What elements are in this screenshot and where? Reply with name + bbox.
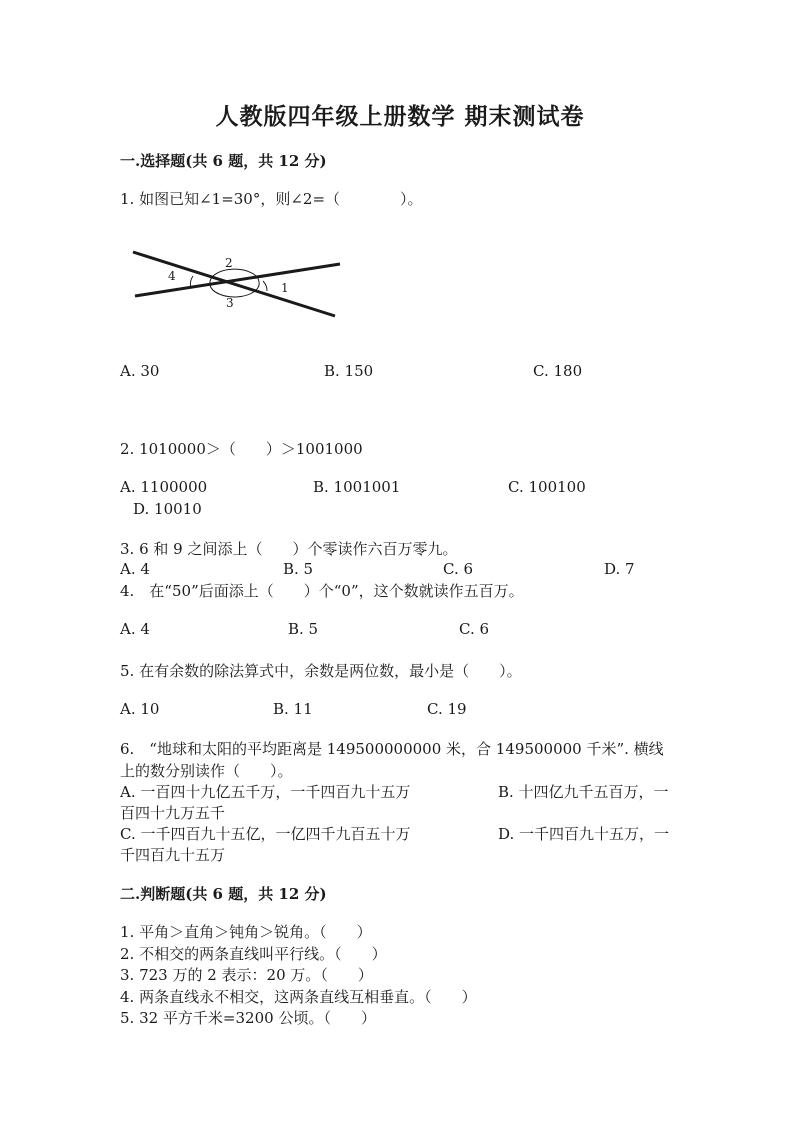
q1-option-a: A. 30 bbox=[120, 362, 160, 380]
q1-stem: 1. 如图已知∠1=30°，则∠2=（ ）。 bbox=[120, 190, 423, 208]
q3-stem: 3. 6 和 9 之间添上（ ）个零读作六百万零九。 bbox=[120, 540, 458, 558]
q5-option-c: C. 19 bbox=[427, 700, 467, 718]
q6-option-d-line1: D. 一千四百九十五万，一 bbox=[498, 825, 670, 843]
q3-option-b: B. 5 bbox=[283, 560, 314, 578]
angle-label-3: 3 bbox=[226, 296, 234, 310]
exam-title: 人教版四年级上册数学 期末测试卷 bbox=[215, 103, 585, 130]
q6-option-b-line2: 百四十九万五千 bbox=[120, 804, 226, 822]
q3-option-a: A. 4 bbox=[120, 560, 150, 578]
tf-item-2: 2. 不相交的两条直线叫平行线。（ ） bbox=[120, 945, 387, 963]
q5-option-b: B. 11 bbox=[273, 700, 313, 718]
tf-item-3: 3. 723 万的 2 表示：20 万。（ ） bbox=[120, 966, 373, 984]
q3-option-d: D. 7 bbox=[604, 560, 635, 578]
q3-option-c: C. 6 bbox=[443, 560, 474, 578]
q6-stem-line1: 6. “地球和太阳的平均距离是 149500000000 米，合 149500000 千米”. 横线 bbox=[120, 740, 664, 758]
q4-option-a: A. 4 bbox=[120, 620, 150, 638]
section1-heading: 一.选择题(共 6 题，共 12 分) bbox=[120, 152, 327, 170]
tf-item-1: 1. 平角＞直角＞钝角＞锐角。（ ） bbox=[120, 923, 372, 941]
angle-label-1: 1 bbox=[281, 281, 289, 295]
q2-option-c: C. 100100 bbox=[508, 478, 586, 496]
q6-stem-line2: 上的数分别读作（ ）。 bbox=[120, 762, 293, 780]
q2-option-b: B. 1001001 bbox=[313, 478, 401, 496]
q1-option-c: C. 180 bbox=[533, 362, 583, 380]
q6-option-d-line2: 千四百九十五万 bbox=[120, 846, 226, 864]
q5-option-a: A. 10 bbox=[120, 700, 160, 718]
q6-option-c: C. 一千四百九十五亿，一亿四千九百五十万 bbox=[120, 825, 411, 843]
angle-arc-1 bbox=[263, 281, 267, 291]
q1-option-b: B. 150 bbox=[324, 362, 374, 380]
q6-option-b-line1: B. 十四亿九千五百万，一 bbox=[498, 783, 669, 801]
angle-label-2: 2 bbox=[225, 256, 233, 270]
q4-option-c: C. 6 bbox=[459, 620, 490, 638]
q2-option-d: D. 10010 bbox=[133, 500, 202, 518]
line-a bbox=[133, 252, 335, 316]
q2-option-a: A. 1100000 bbox=[120, 478, 208, 496]
tf-item-4: 4. 两条直线永不相交，这两条直线互相垂直。（ ） bbox=[120, 988, 477, 1006]
q4-option-b: B. 5 bbox=[288, 620, 319, 638]
q5-stem: 5. 在有余数的除法算式中，余数是两位数，最小是（ ）。 bbox=[120, 662, 522, 680]
q2-stem: 2. 1010000＞（ ）＞1001000 bbox=[120, 440, 363, 458]
angle-label-4: 4 bbox=[168, 269, 176, 283]
section2-heading: 二.判断题(共 6 题，共 12 分) bbox=[120, 885, 327, 903]
angle-diagram bbox=[125, 245, 355, 325]
q6-option-a: A. 一百四十九亿五千万，一千四百九十五万 bbox=[120, 783, 411, 801]
tf-item-5: 5. 32 平方千米=3200 公顷。（ ） bbox=[120, 1009, 376, 1027]
q4-stem: 4. 在“50”后面添上（ ）个“0”，这个数就读作五百万。 bbox=[120, 582, 524, 600]
